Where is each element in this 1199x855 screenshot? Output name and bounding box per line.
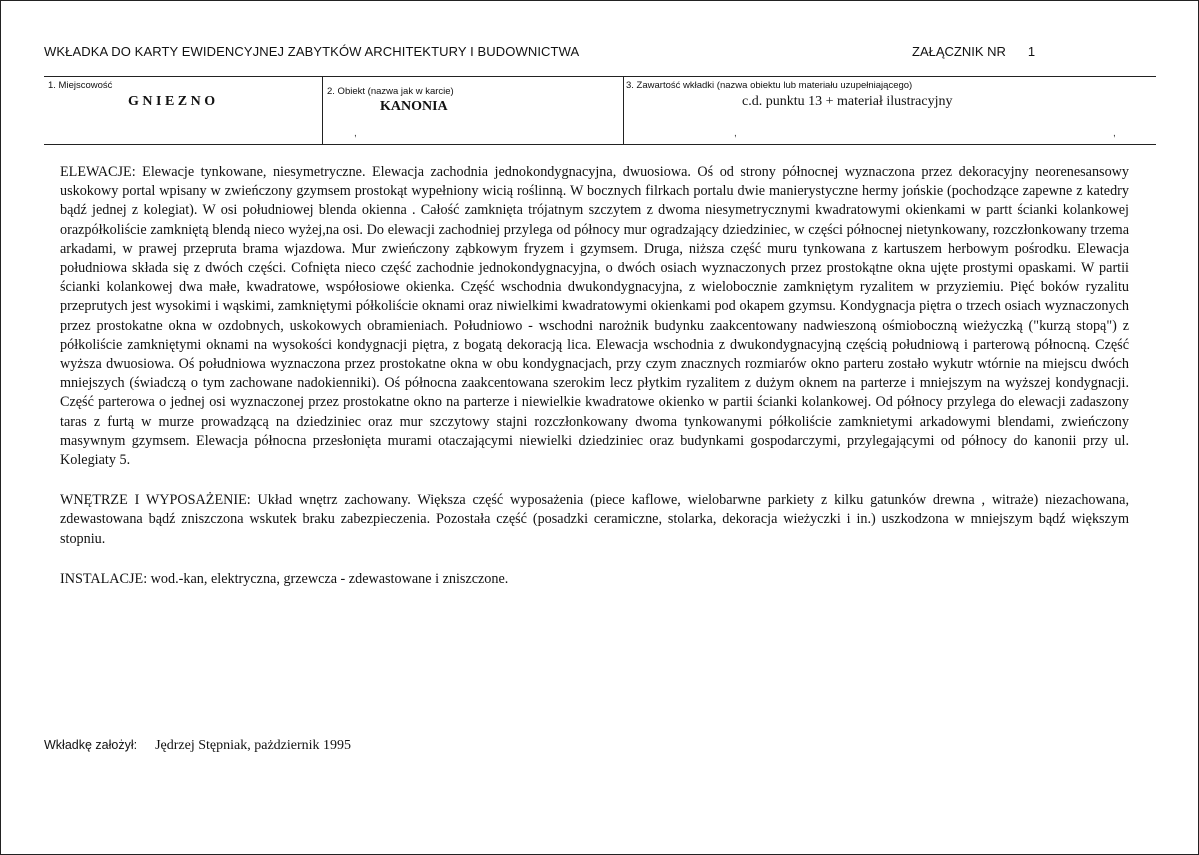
object-field-value: KANONIA bbox=[380, 99, 448, 114]
author-label: Wkładkę założył: bbox=[44, 738, 138, 752]
scan-mark: , bbox=[1113, 128, 1116, 139]
field-divider-1 bbox=[322, 77, 323, 144]
interior-section: WNĘTRZE I WYPOSAŻENIE: Układ wnętrz zachowany. Większa część wyposażenia (piece kaflowe, wielobarwne parkiety z kilku gatunków drewna , witraże) niezachowana, zdewastowana bądź zniszczona wskutek braku zabezpieczenia. Pozostała część (posadzki ceramiczne, stolarka, dekoracja wieżyczki i in.) uszkodzona w mniejszym bądź większym stopniu. bbox=[60, 492, 1129, 547]
table-bottom-rule bbox=[44, 144, 1156, 145]
scan-mark: , bbox=[354, 128, 357, 139]
content-field-value: c.d. punktu 13 + materiał ilustracyjny bbox=[742, 94, 953, 109]
object-field-label: 2. Obiekt (nazwa jak w karcie) bbox=[327, 86, 454, 97]
city-field-value: GNIEZNO bbox=[128, 94, 219, 109]
author-value: Jędrzej Stępniak, pażdziernik 1995 bbox=[155, 738, 352, 753]
content-field-label: 3. Zawartość wkładki (nazwa obiektu lub materiału uzupełniającego) bbox=[626, 80, 913, 91]
author-line bbox=[44, 738, 351, 754]
city-field-label: 1. Miejscowość bbox=[48, 80, 113, 91]
annex-number-value: 1 bbox=[1027, 44, 1036, 59]
annex-number bbox=[912, 44, 1035, 59]
field-divider-2 bbox=[623, 77, 624, 144]
elevations-section: ELEWACJE: Elewacje tynkowane, niesymetryczne. Elewacja zachodnia jednokondygnacyjna, dwuosiowa. Oś od strony północnej wyznaczona przez dekoracyjny neorenesansowy uskokowy portal wpisany w zwieńczony gzymsem prostokąt wypełniony wicią roślinną. W bocznych filrkach portalu dwie manierystyczne hermy jońskie (pochodzące zapewne z katedry bądź jednej z kolegiat). W osi południowej blenda okienna . Całość zamknięta trójatnym szczytem z dwoma niesymetrycznymi kwadratowymi okienkami w partt ścianki kolankowej orazpółkoliście zamkniętą blendą nieco wyżej,na osi. Do elewacji zachodniej przylega od północy mur ogradzający dziedziniec, w części północnej nietynkowany, rozczłonkowany trzema arkadami, w prawej przepruta brama wjazdowa. Mur zwieńczony ząbkowym fryzem i gzymsem. Druga, niższa część muru tynkowana z kartuszem herbowym pośrodku. Elewacja południowa składa się z dwóch części. Cofnięta nieco część zachodnie jednokondygnacyjna, o dwóch osiach wyznaczonych przez prostokątne okna ujęte prostymi opaskami. W partii ścianki kolankowej dwa małe, kwadratowe, współosiowe okienka. Część wschodnia dwukondygnacyjna, z wielobocznie zamkniętym ryzalitem w przyziemiu. Pięć boków ryzalitu przeprutych jest wysokimi i wąskimi, zamkniętymi półkoliście oknami oraz niwielkimi kwadratowymi okienkami pod okapem gzymsu. Kondygnacja piętra o trzech osiach wyznaczonych przez prostokatne okna w ozdobnych, uskokowych obramieniach. Południowo - wschodni narożnik budynku zaakcentowany nadwieszoną ośmioboczną wieżyczką ("kurzą stopą") z półkoliście zamkniętymi oknami na wysokości kondygnacji piętra, z bogatą dekoracją lica. Elewacja wschodnia z dwukondygnacyjną częścią południową i parterową północną. Część wyższa dwuosiowa. Oś południowa wyznaczona przez prostokatne okna w obu kondygnacjach, przy czym znacznych rozmiarów okno parteru zostało wykutr wtórnie na miejscu dwóch mniejszych (świadczą o tym zachowane nadokienniki). Oś północna zaakcentowana szerokim lecz płytkim ryzalitem z dużym oknem na parterze i mniejszym na wyższej kondygnacji. Część parterowa o jednej osi wyznaczonej przez prostokatne okno na parterze i niewielkie kwadratowe okienko w partii ścianki kolankowej. Od północy przylega do elewacji zadaszony taras z furtą w murze prowadzącą na dziedziniec oraz mur szczytowy stajni rozczłonkowany dwoma tynkowanymi półkoliście zamknietymi arkadowymi blendami, zwieńczony masywnym gzymsem. Elewacja północna przesłonięta murami otaczającymi niewielki dziedziniec oraz budynkami gospodarczymi, przylegającymi od północy do kanonii przy ul. Kolegiaty 5. bbox=[60, 164, 1129, 469]
installations-section: INSTALACJE: wod.-kan, elektryczna, grzewcza - zdewastowane i zniszczone. bbox=[60, 570, 509, 587]
annex-label: ZAŁĄCZNIK NR bbox=[912, 44, 1006, 59]
document-title: WKŁADKA DO KARTY EWIDENCYJNEJ ZABYTKÓW ARCHITEKTURY I BUDOWNICTWA bbox=[44, 44, 580, 59]
document-body bbox=[60, 163, 1129, 589]
table-top-rule bbox=[44, 76, 1156, 77]
scan-mark: , bbox=[734, 128, 737, 139]
